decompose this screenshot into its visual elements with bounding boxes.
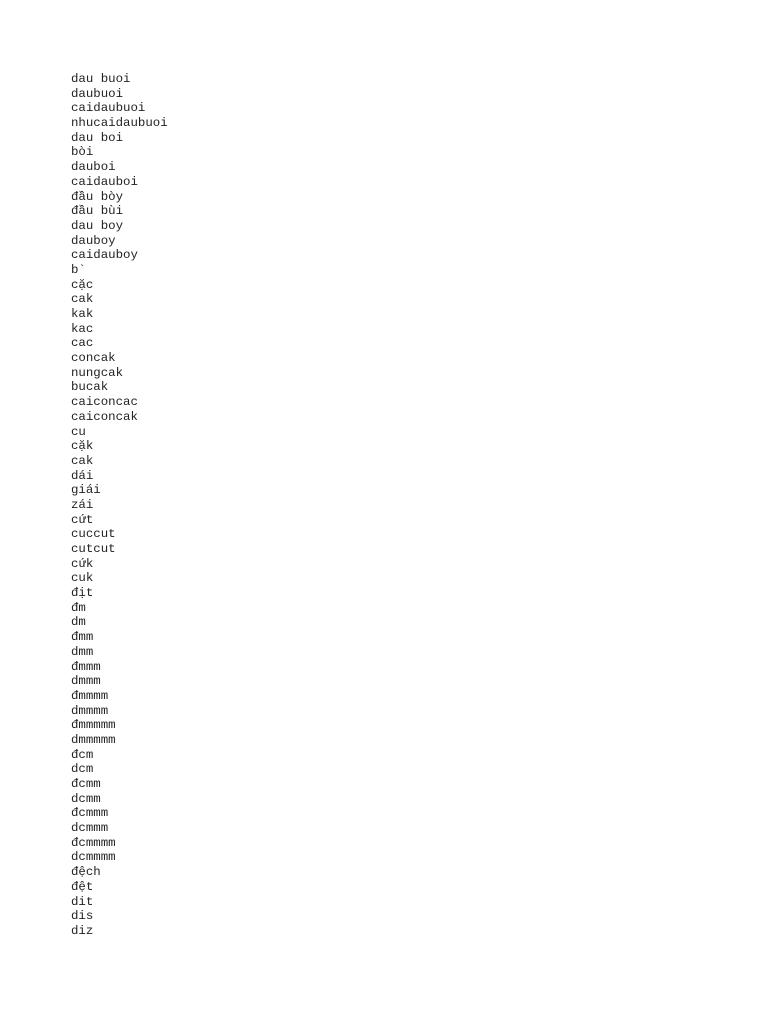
- word-list-item: dcm: [71, 762, 94, 777]
- word-list-item: cặk: [71, 439, 94, 454]
- word-list-item: dau boi: [71, 130, 124, 145]
- word-list-item: cutcut: [71, 542, 116, 556]
- word-list-item: dmmm: [71, 674, 101, 689]
- word-list-item: dau buoi: [71, 72, 131, 86]
- word-list-item: caidaubuoi: [71, 101, 146, 116]
- word-list-item: dit: [71, 894, 94, 909]
- word-list-item: caidauboi: [71, 174, 138, 189]
- word-list-item: b`: [71, 262, 86, 277]
- word-list-item: cak: [71, 292, 94, 307]
- word-list-item: đm: [71, 600, 86, 615]
- word-list-item: cuccut: [71, 527, 116, 542]
- word-list-item: dauboi: [71, 160, 116, 175]
- word-list-item: đầu bòy: [71, 189, 124, 204]
- word-list-item: bucak: [71, 380, 109, 395]
- word-list-item: dauboy: [71, 233, 116, 248]
- word-list-item: đầu bùi: [71, 204, 124, 219]
- word-list-item: diz: [71, 923, 94, 938]
- word-list-item: địt: [71, 586, 94, 601]
- word-list-item: cặc: [71, 277, 94, 292]
- word-list-item: kak: [71, 307, 94, 321]
- word-list-item: dcmm: [71, 791, 101, 806]
- word-list-item: cứk: [71, 556, 94, 571]
- word-list-item: zái: [71, 497, 94, 512]
- word-list-item: daubuoi: [71, 86, 124, 101]
- word-list-item: dis: [71, 909, 94, 924]
- word-list-item: dmm: [71, 644, 94, 659]
- word-list-item: dmmmm: [71, 703, 109, 718]
- word-list-item: đmmm: [71, 659, 101, 674]
- word-list-item: dcmmm: [71, 821, 109, 836]
- word-list-item: đmmmmm: [71, 718, 116, 733]
- word-list-item: cu: [71, 424, 86, 439]
- word-list-item: đcmm: [71, 777, 101, 791]
- word-list-item: caidauboy: [71, 248, 138, 263]
- word-list-item: cak: [71, 453, 94, 468]
- word-list-item: đmmmm: [71, 688, 109, 703]
- word-list-item: giái: [71, 483, 101, 498]
- word-list-item: đệch: [71, 865, 101, 880]
- word-list-item: cuk: [71, 571, 94, 586]
- word-list-item: đcmmmm: [71, 835, 116, 850]
- word-list-item: đcm: [71, 747, 94, 762]
- word-list-item: kac: [71, 321, 94, 336]
- word-list-item: dau boy: [71, 218, 124, 233]
- word-list-item: nhucaidaubuoi: [71, 116, 168, 131]
- word-list-item: dmmmmm: [71, 732, 116, 747]
- word-list-item: cứt: [71, 512, 94, 527]
- word-list-item: dcmmmm: [71, 850, 116, 865]
- word-list-item: cac: [71, 336, 94, 351]
- word-list-item: đcmmm: [71, 806, 109, 821]
- word-list-item: đệt: [71, 879, 94, 894]
- word-list-item: caiconcac: [71, 395, 138, 410]
- word-list-item: concak: [71, 351, 116, 366]
- word-list-item: bòi: [71, 145, 94, 160]
- word-list-item: dái: [71, 468, 94, 483]
- word-list-item: đmm: [71, 630, 94, 645]
- word-list-item: dm: [71, 615, 86, 630]
- word-list-item: caiconcak: [71, 409, 138, 424]
- word-list: [71, 72, 168, 939]
- word-list-item: nungcak: [71, 365, 124, 380]
